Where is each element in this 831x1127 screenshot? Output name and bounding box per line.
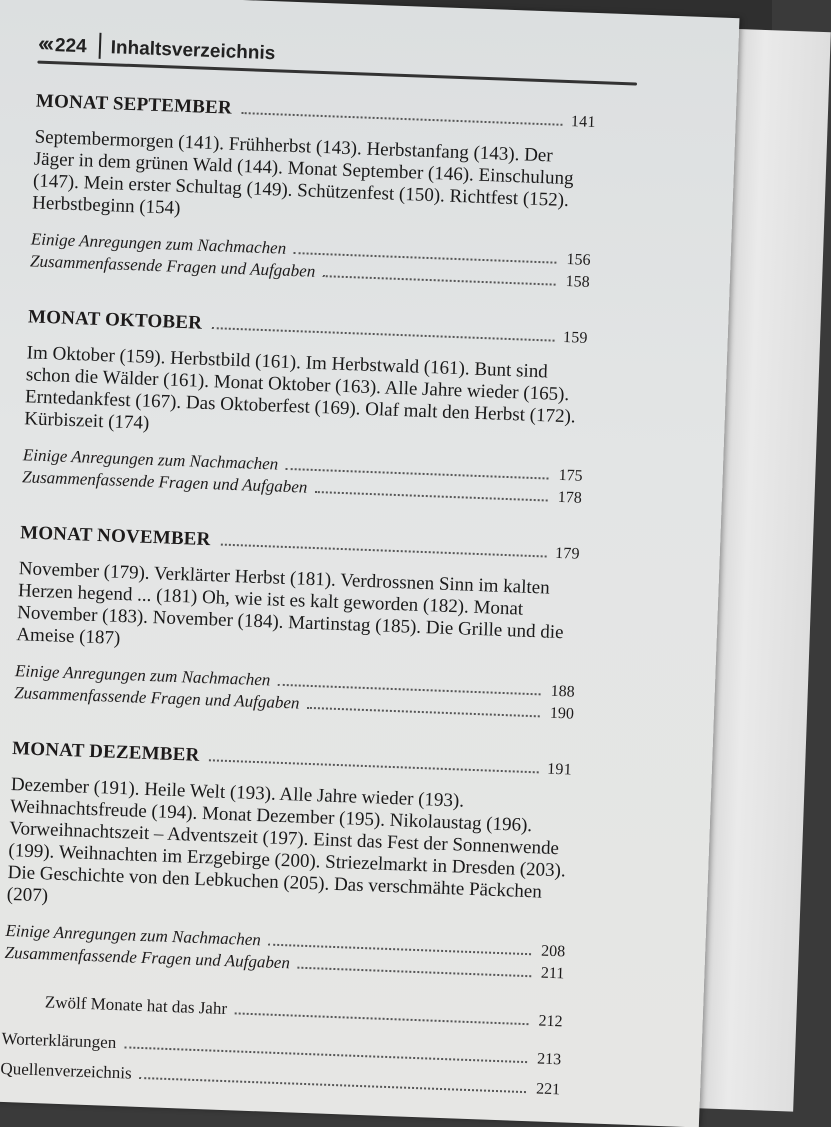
month-page: 179 bbox=[554, 544, 581, 563]
closing-page: 221 bbox=[535, 1080, 561, 1099]
header-rule bbox=[37, 61, 637, 86]
month-page: 159 bbox=[562, 328, 588, 347]
extra-page: 188 bbox=[550, 682, 575, 701]
extra-page: 211 bbox=[540, 964, 565, 983]
dot-leader bbox=[307, 707, 540, 718]
extra-page: 175 bbox=[558, 466, 583, 485]
extra-label: Zusammenfassende Fragen und Aufgaben bbox=[4, 942, 291, 973]
extra-page: 178 bbox=[557, 488, 583, 507]
dot-leader bbox=[298, 967, 531, 978]
month-title: MONAT NOVEMBER bbox=[19, 522, 211, 551]
closing-entries bbox=[0, 990, 563, 1100]
dot-leader bbox=[315, 491, 548, 502]
extra-label: Einige Anregungen zum Nachmachen bbox=[14, 661, 271, 690]
dot-leader bbox=[242, 112, 563, 126]
extra-page: 158 bbox=[565, 273, 591, 291]
closing-page: 212 bbox=[538, 1012, 563, 1031]
dot-leader bbox=[235, 1012, 529, 1025]
dot-leader bbox=[139, 1077, 526, 1093]
month-section-dezember bbox=[4, 738, 572, 984]
dot-leader bbox=[124, 1046, 527, 1063]
extra-label: Einige Anregungen zum Nachmachen bbox=[30, 229, 287, 258]
month-heading bbox=[28, 306, 588, 349]
extras-list bbox=[14, 660, 575, 724]
month-heading bbox=[36, 90, 596, 133]
month-contents: Dezember (191). Heile Welt (193). Alle Jahre wieder (193). Weihnachtsfreude (194). Monat Dezember (195). Nikolaustag (196). Vorweihnachtszeit – Adventszeit (197). Einst das Fest der Sonnenwende (199). Weihnachten im Erzgebirge (200). Striezelmarkt in Dresden (203). Die Geschichte von den Lebkuchen (205). Das verschmähte Päckchen (207) bbox=[6, 774, 567, 907]
dot-leader bbox=[323, 275, 556, 286]
closing-label: Quellenverzeichnis bbox=[0, 1058, 132, 1083]
month-contents: November (179). Verklärter Herbst (181). Verdrossnen Sinn im kalten Herzen hegend ... (181) Oh, wie ist es kalt geworden (182). Monat November (183). November (184). Martinstag (185). Die Grille und die Ameise (187) bbox=[16, 558, 564, 649]
extras-list bbox=[30, 228, 591, 292]
toc-content bbox=[0, 23, 598, 1109]
extra-label: Einige Anregungen zum Nachmachen bbox=[5, 920, 262, 950]
page-number: ‹‹‹ 224 bbox=[38, 31, 102, 59]
closing-page: 213 bbox=[536, 1050, 562, 1069]
dot-leader bbox=[220, 544, 547, 558]
month-title: MONAT SEPTEMBER bbox=[35, 90, 233, 119]
page-header bbox=[38, 23, 599, 77]
month-page: 141 bbox=[570, 113, 596, 132]
extra-page: 190 bbox=[549, 704, 575, 723]
extra-label: Zusammenfassende Fragen und Aufgaben bbox=[21, 467, 308, 497]
extras-list bbox=[4, 920, 565, 984]
closing-entry bbox=[3, 990, 563, 1033]
extra-label: Einige Anregungen zum Nachmachen bbox=[22, 445, 279, 474]
extras-list bbox=[22, 444, 583, 508]
month-heading bbox=[12, 738, 572, 781]
extra-page: 156 bbox=[566, 251, 591, 269]
month-contents: Septembermorgen (141). Frühherbst (143). Herbstanfang (143). Der Jäger in dem grünen Wald (144). Monat September (146). Einschulung (147). Mein erster Schultag (149). Schützenfest (150). Richtfest (152). Herbstbeginn (154) bbox=[31, 126, 574, 219]
month-title: MONAT DEZEMBER bbox=[11, 738, 200, 766]
month-section-november bbox=[14, 522, 580, 724]
running-head: Inhaltsverzeichnis bbox=[110, 37, 276, 65]
extra-label: Zusammenfassende Fragen und Aufgaben bbox=[29, 251, 316, 281]
month-section-september bbox=[30, 90, 596, 292]
dot-leader bbox=[209, 759, 539, 773]
month-page: 191 bbox=[546, 760, 573, 779]
month-contents: Im Oktober (159). Herbstbild (161). Im Herbstwald (161). Bunt sind schon die Wälder (161). Monat Oktober (163). Alle Jahre wieder (165). Erntedankfest (167). Das Oktoberfest (169). Olaf malt den Herbst (172). Kürbiszeit (174) bbox=[23, 342, 576, 434]
month-title: MONAT OKTOBER bbox=[27, 306, 203, 334]
dot-leader bbox=[212, 327, 555, 342]
closing-label: Worterklärungen bbox=[1, 1028, 117, 1053]
month-heading bbox=[20, 522, 580, 565]
extra-label: Zusammenfassende Fragen und Aufgaben bbox=[13, 683, 300, 713]
month-section-oktober bbox=[22, 306, 588, 508]
extra-page: 208 bbox=[540, 942, 566, 961]
closing-label: Zwölf Monate hat das Jahr bbox=[44, 992, 228, 1019]
